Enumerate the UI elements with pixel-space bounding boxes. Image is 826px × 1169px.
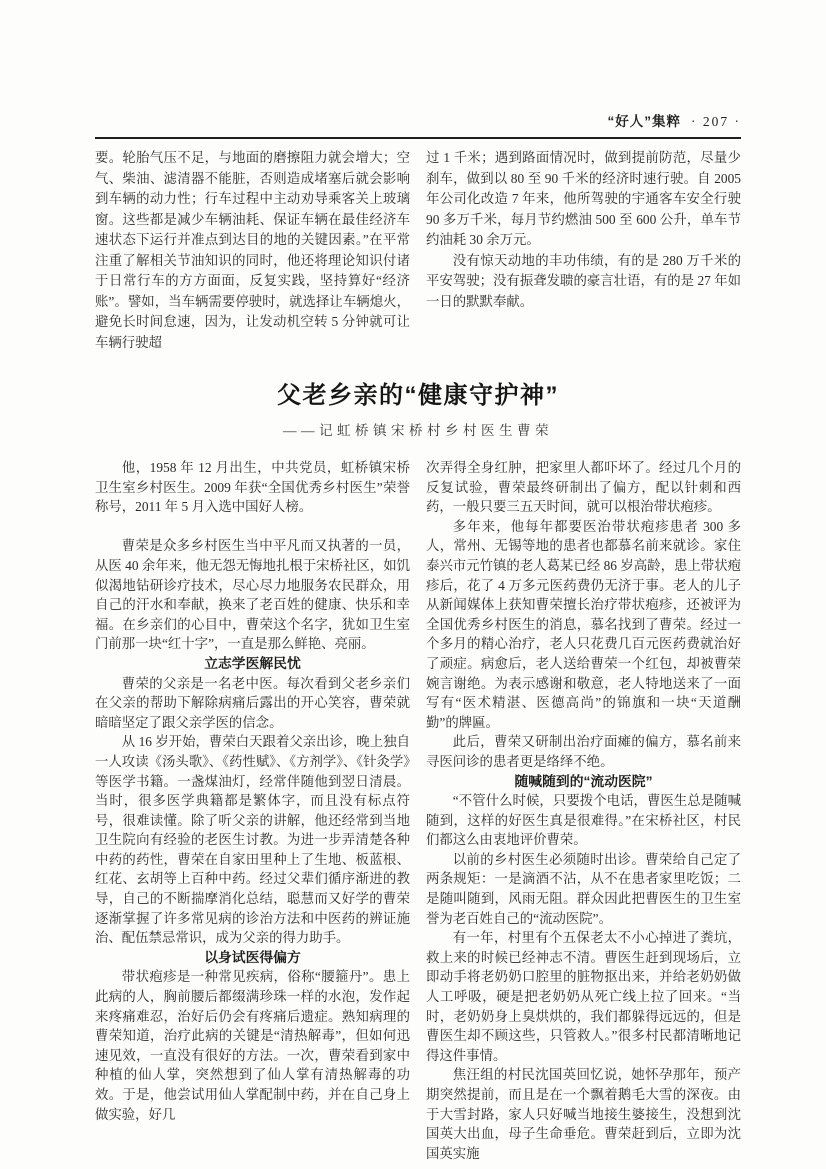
paragraph: 多年来，他每年都要医治带状疱疹患者 300 多人，常州、无锡等地的患者也都慕名前来就诊。家住泰兴市元竹镇的老人葛某已经 86 岁高龄，患上带状疱疹后，花了 4 万多元医药费仍无济于事。老人的儿子从新闻媒体上获知曹荣擅长治疗带状疱疹，还被评为全国优秀乡村医生的消息，慕名找到了曹荣。经过一个多月的精心治疗，老人只花费几百元医药费就治好了顽症。病愈后，老人送给曹荣一个红包，却被曹荣婉言谢绝。为表示感谢和敬意，老人特地送来了一面写有“医术精湛、医德高尚”的锦旗和一块“天道酬勤”的牌匾。: [426, 518, 741, 730]
page-number: · 207 ·: [691, 114, 741, 129]
paragraph: 带状疱疹是一种常见疾病，俗称“腰箍丹”。患上此病的人，胸前腰后都缀满珍珠一样的水泡，发作起来疼痛难忍，治好后仍会有疼痛后遗症。熟知病理的曹荣知道，治疗此病的关键是“清热解毒”，但如何迅速见效，一直没有很好的方法。一次，曹荣看到家中种植的仙人掌，突然想到了仙人掌有清热解毒的功效。于是，他尝试用仙人掌配制中药，并在自己身上做实验，好几: [95, 969, 410, 1122]
paragraph: 焦汪组的村民沈国英回忆说，她怀孕那年，预产期突然提前，而且是在一个飘着鹅毛大雪的深夜。由于大雪封路，家人只好喊当地接生婆接生，没想到沈国英大出血，母子生命垂危。曹荣赶到后，立即为沈国英实施: [426, 1067, 741, 1161]
paragraph: 没有惊天动地的丰功伟绩，有的是 280 万千米的平安驾驶；没有振聋发聩的豪言壮语，有的是 27 年如一日的默默奉献。: [426, 252, 741, 309]
paragraph: 从 16 岁开始，曹荣白天跟着父亲出诊，晚上独自一人攻读《汤头歌》、《药性赋》、《方剂学》、《针灸学》等医学书籍。一盏煤油灯，经常伴随他到翌日清晨。当时，很多医学典籍都是繁体字，而且没有标点符号，很难读懂。除了听父亲的讲解，他还经常到当地卫生院向有经验的老医生讨教。为进一步弄清楚各种中药的药性，曹荣在自家田里种上了生地、板蓝根、红花、玄胡等上百种中药。经过父辈们循序渐进的教导，自己的不断揣摩消化总结，聪慧而又好学的曹荣逐渐掌握了许多常见病的诊治方法和中医药的辨证施治、配伍禁忌常识，成为父亲的得力助手。: [95, 734, 410, 946]
article-title-block: [95, 375, 741, 439]
paragraph-bio: 他，1958 年 12 月出生，中共党员，虹桥镇宋桥卫生室乡村医生。2009 年获“全国优秀乡村医生”荣誉称号，2011 年 5 月入选中国好人榜。: [95, 460, 410, 515]
paragraph: 曹荣的父亲是一名老中医。每次看到父老乡亲们在父亲的帮助下解除病痛后露出的开心笑容，曹荣就暗暗坚定了跟父亲学医的信念。: [95, 675, 410, 730]
page-content: [95, 110, 741, 1163]
paragraph: 曹荣是众多乡村医生当中平凡而又执著的一员，从医 40 余年来，他无怨无悔地扎根于宋桥社区，如饥似渴地钻研诊疗技术，尽心尽力地服务农民群众，用自己的汗水和奉献，换来了老百姓的健康、快乐和幸福。在乡亲们的心目中，曹荣这个名字，犹如卫生室门前那一块“红十字”，一直是那么鲜艳、亮丽。: [95, 538, 410, 652]
article-left-column: [95, 458, 410, 1163]
paragraph: 过 1 千米；遇到路面情况时，做到提前防范，尽量少刹车，做到以 80 至 90 千米的经济时速行驶。自 2005 年公司化改造 7 年来，他所驾驶的宇通客车安全行驶 90 多万千米，每月节约燃油 500 至 600 公升，单车节约油耗 30 余万元。: [426, 150, 741, 247]
section-heading: 随喊随到的“流动医院”: [514, 773, 653, 789]
prev-article-left-column: [95, 148, 410, 353]
article-right-column: [426, 458, 741, 1163]
running-head: [95, 110, 741, 139]
running-head-collection-title: “好人”集粹: [607, 114, 681, 129]
paragraph: 此后，曹荣又研制出治疗面瘫的偏方，慕名前来寻医问诊的患者更是络绎不绝。: [426, 734, 741, 769]
article-subtitle: ——记虹桥镇宋桥村乡村医生曹荣: [283, 423, 553, 438]
paragraph: 次弄得全身红肿，把家里人都吓坏了。经过几个月的反复试验，曹荣最终研制出了偏方，配以针刺和西药，一般只要三五天时间，就可以根治带状疱疹。: [426, 460, 741, 515]
previous-article-end: [95, 148, 741, 353]
article-body: [95, 458, 741, 1163]
paragraph: 以前的乡村医生必须随时出诊。曹荣给自己定了两条规矩：一是滴酒不沾，从不在患者家里吃饭；二是随叫随到，风雨无阻。群众因此把曹医生的卫生室誉为老百姓自己的“流动医院”。: [426, 851, 741, 926]
section-heading: 立志学医解民忧: [204, 655, 301, 671]
section-heading: 以身试医得偏方: [204, 949, 301, 965]
paragraph: 有一年，村里有个五保老太不小心掉进了粪坑，救上来的时候已经神志不清。曹医生赶到现场后，立即动手将老奶奶口腔里的脏物抠出来，并给老奶奶做人工呼吸，硬是把老奶奶从死亡线上拉了回来。“当时，老奶奶身上臭烘烘的，我们都躲得远远的，但是曹医生却不顾这些，只管救人。”很多村民都清晰地记得这件事情。: [426, 930, 741, 1063]
prev-article-right-column: [426, 148, 741, 353]
paragraph: 要。轮胎气压不足，与地面的磨擦阻力就会增大；空气、柴油、滤清器不能脏，否则造成堵塞后就会影响到车辆的动力性；行车过程中主动劝导乘客关上玻璃窗。这些都是减少车辆油耗、保证车辆在最佳经济车速状态下运行并准点到达目的地的关键因素。”在平常注重了解相关节油知识的同时，他还将理论知识付诸于日常行车的方方面面，反复实践，坚持算好“经济账”。譬如，当车辆需要停驶时，就选择让车辆熄火，避免长时间怠速，因为，让发动机空转 5 分钟就可让车辆行驶超: [95, 150, 410, 350]
article-title: 父老乡亲的“健康守护神”: [277, 382, 559, 409]
paragraph: “不管什么时候，只要拨个电话，曹医生总是随喊随到，这样的好医生真是很难得。”在宋桥社区，村民们都这么由衷地评价曹荣。: [426, 793, 741, 848]
